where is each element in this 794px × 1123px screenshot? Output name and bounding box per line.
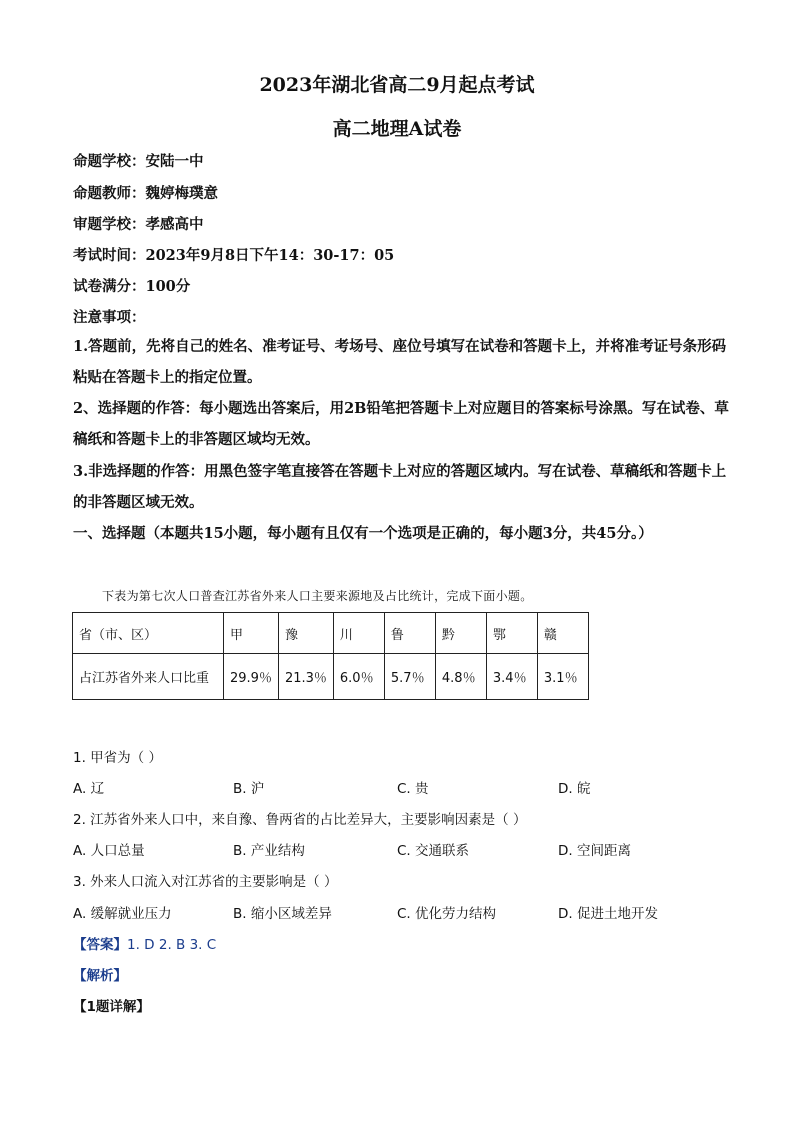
question-2-option-a: A. 人口总量 xyxy=(73,843,145,859)
answer-text: 1. D 2. B 3. C xyxy=(127,937,217,953)
note-1: 1.答题前，先将自己的姓名、准考证号、考场号、座位号填写在试卷和答题卡上，并将准考证号条形码粘贴在答题卡上的指定位置。 xyxy=(73,338,727,386)
paper-title: 高二地理A试卷 xyxy=(332,118,462,140)
section-heading: 一、选择题（本题共15小题，每小题有且仅有一个选项是正确的，每小题3分，共45分。） xyxy=(73,525,653,542)
question-3-option-d: D. 促进土地开发 xyxy=(558,906,658,922)
question-2-option-b: B. 产业结构 xyxy=(233,843,305,859)
table-cell: 豫 xyxy=(278,613,333,654)
table-cell: 占江苏省外来人口比重 xyxy=(73,654,224,700)
meta-score: 试卷满分：100分 xyxy=(73,278,191,295)
question-3-stem: 3. 外来人口流入对江苏省的主要影响是（ ） xyxy=(73,874,338,890)
table-cell: 甲 xyxy=(224,613,279,654)
meta-review-school: 审题学校：孝感高中 xyxy=(73,216,204,233)
note-3: 3.非选择题的作答：用黑色签字笔直接答在答题卡上对应的答题区域内。写在试卷、草稿纸和答题卡上的非答题区域无效。 xyxy=(73,463,727,511)
analysis-label: 【解析】 xyxy=(73,968,127,984)
exam-title: 2023年湖北省高二9月起点考试 xyxy=(259,74,535,96)
question-3-option-c: C. 优化劳力结构 xyxy=(397,906,497,922)
table-cell: 5.7％ xyxy=(384,654,435,700)
question-3-option-b: B. 缩小区域差异 xyxy=(233,906,332,922)
migration-table xyxy=(72,612,589,700)
table-header-row xyxy=(73,613,589,654)
question-1-option-d: D. 皖 xyxy=(558,781,591,797)
question-2-stem: 2. 江苏省外来人口中，来自豫、鲁两省的占比差异大，主要影响因素是（ ） xyxy=(73,812,527,828)
question-1-option-a: A. 辽 xyxy=(73,781,105,797)
table-cell: 赣 xyxy=(537,613,588,654)
note-2: 2、选择题的作答：每小题选出答案后，用2B铅笔把答题卡上对应题目的答案标号涂黑。写在试卷、草稿纸和答题卡上的非答题区域均无效。 xyxy=(73,400,729,448)
table-cell: 省（市、区） xyxy=(73,613,224,654)
question-1-option-c: C. 贵 xyxy=(397,781,429,797)
meta-school: 命题学校：安陆一中 xyxy=(73,153,204,170)
table-cell: 4.8％ xyxy=(435,654,486,700)
question-1-stem: 1. 甲省为（ ） xyxy=(73,750,162,766)
table-intro: 下表为第七次人口普查江苏省外来人口主要来源地及占比统计，完成下面小题。 xyxy=(102,589,533,603)
question-3-option-a: A. 缓解就业压力 xyxy=(73,906,172,922)
table-cell: 鄂 xyxy=(486,613,537,654)
meta-teacher: 命题教师：魏婷梅璞意 xyxy=(73,185,218,202)
table-cell: 黔 xyxy=(435,613,486,654)
notes-heading: 注意事项： xyxy=(73,309,146,326)
question-2-option-c: C. 交通联系 xyxy=(397,843,470,859)
table-cell: 21.3％ xyxy=(278,654,333,700)
answer-label: 【答案】 xyxy=(73,937,127,953)
table-data-row xyxy=(73,654,589,700)
table-cell: 3.4％ xyxy=(486,654,537,700)
table-cell: 川 xyxy=(333,613,384,654)
table-cell: 3.1％ xyxy=(537,654,588,700)
detail-label: 【1题详解】 xyxy=(73,999,150,1015)
question-1-option-b: B. 沪 xyxy=(233,781,265,797)
table-cell: 鲁 xyxy=(384,613,435,654)
meta-time: 考试时间：2023年9月8日下午14：30-17：05 xyxy=(73,247,395,264)
answer-line xyxy=(73,933,216,953)
table-cell: 29.9％ xyxy=(224,654,279,700)
table-cell: 6.0％ xyxy=(333,654,384,700)
question-2-option-d: D. 空间距离 xyxy=(558,843,631,859)
